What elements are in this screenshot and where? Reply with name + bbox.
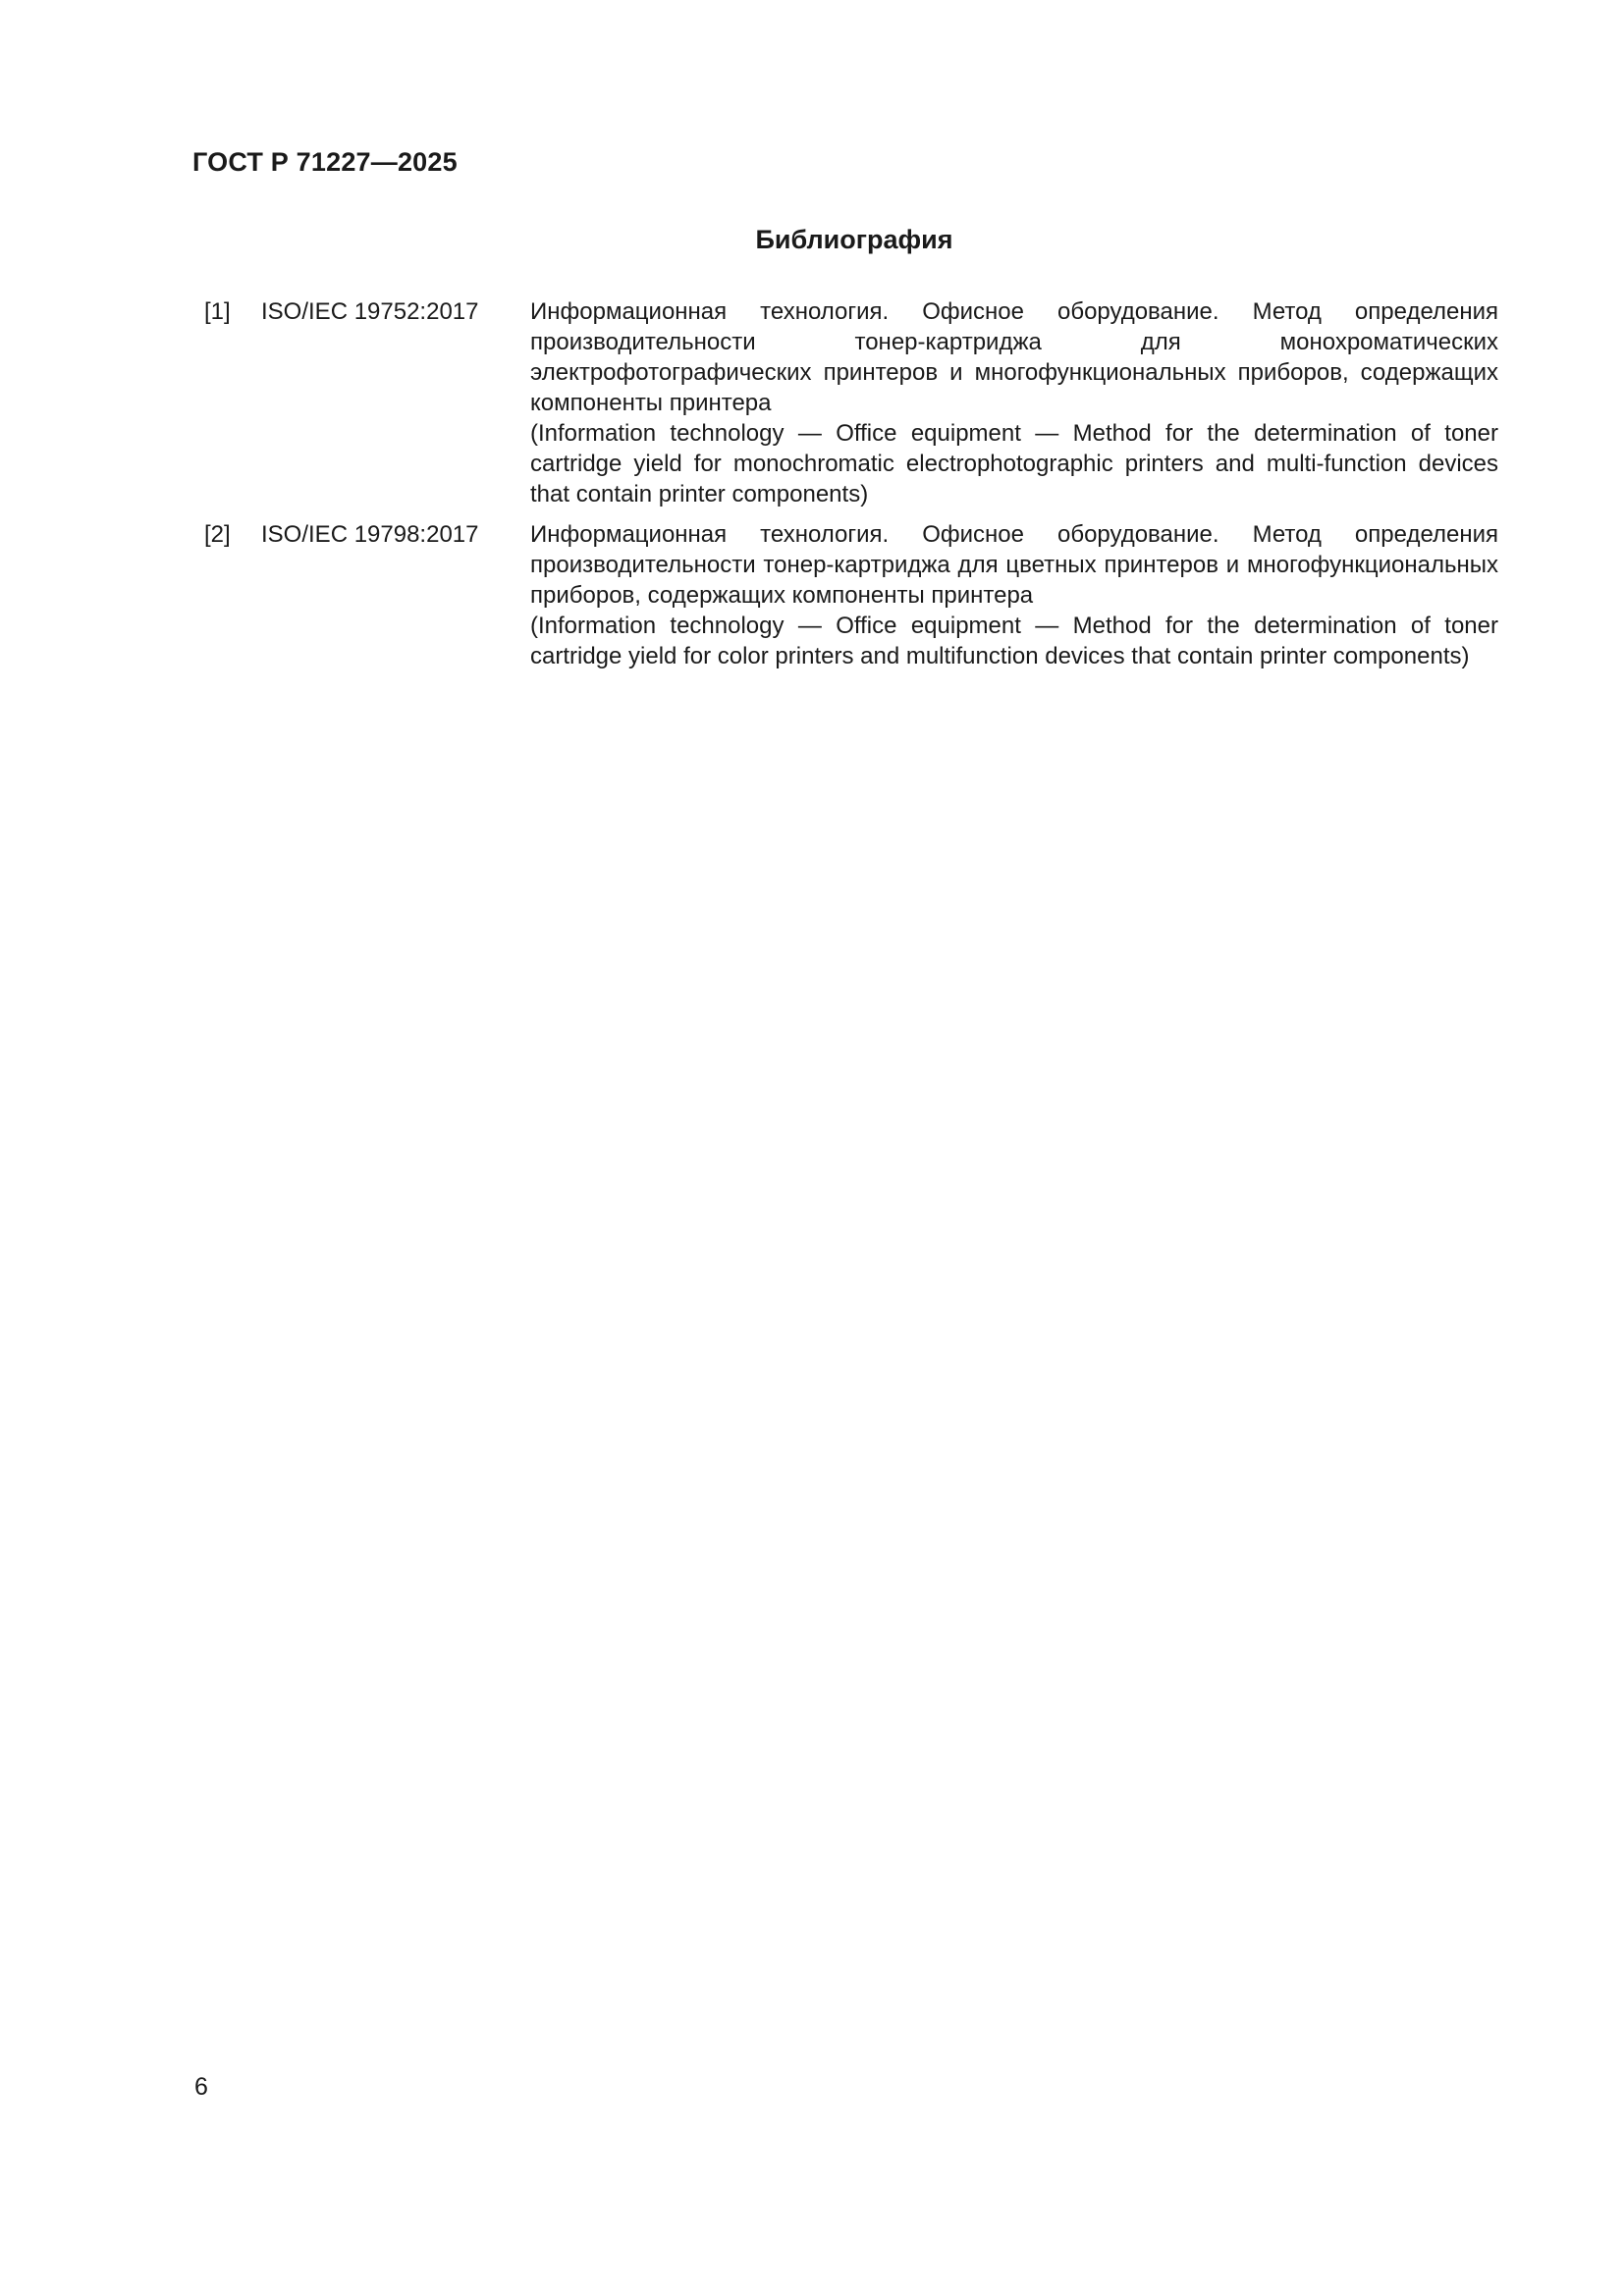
entry-number: [2] — [204, 521, 231, 548]
entry-title-ru: Информационная технология. Офисное оборудование. Метод определения производительности тонер-картриджа для цветных принтеров и многофункциональных приборов, содержащих компоненты принтера — [530, 521, 1498, 609]
entry-title-en: (Information technology — Office equipment — Method for the determination of toner cartridge yield for monochromatic electrophotographic printers and multi-function devices that contain printer components) — [530, 420, 1498, 507]
entry-number: [1] — [204, 298, 231, 325]
entry-title-ru: Информационная технология. Офисное оборудование. Метод определения производительности тонер-картриджа для монохроматических электрофотографических принтеров и многофункциональных приборов, содержащих компоненты принтера — [530, 298, 1498, 416]
entry-standard-code: ISO/IEC 19752:2017 — [261, 298, 479, 325]
entry-description — [530, 296, 1498, 509]
entry-standard-code: ISO/IEC 19798:2017 — [261, 521, 479, 548]
bibliography-list — [192, 296, 1498, 681]
entry-description — [530, 519, 1498, 671]
entry-title-en: (Information technology — Office equipment — Method for the determination of toner cartridge yield for color printers and multifunction devices that contain printer components) — [530, 613, 1498, 669]
page-number: 6 — [194, 2073, 208, 2101]
standard-code: ГОСТ Р 71227—2025 — [192, 147, 458, 177]
bibliography-title: Библиография — [755, 225, 953, 254]
bibliography-entry — [192, 296, 1498, 509]
bibliography-entry — [192, 519, 1498, 671]
